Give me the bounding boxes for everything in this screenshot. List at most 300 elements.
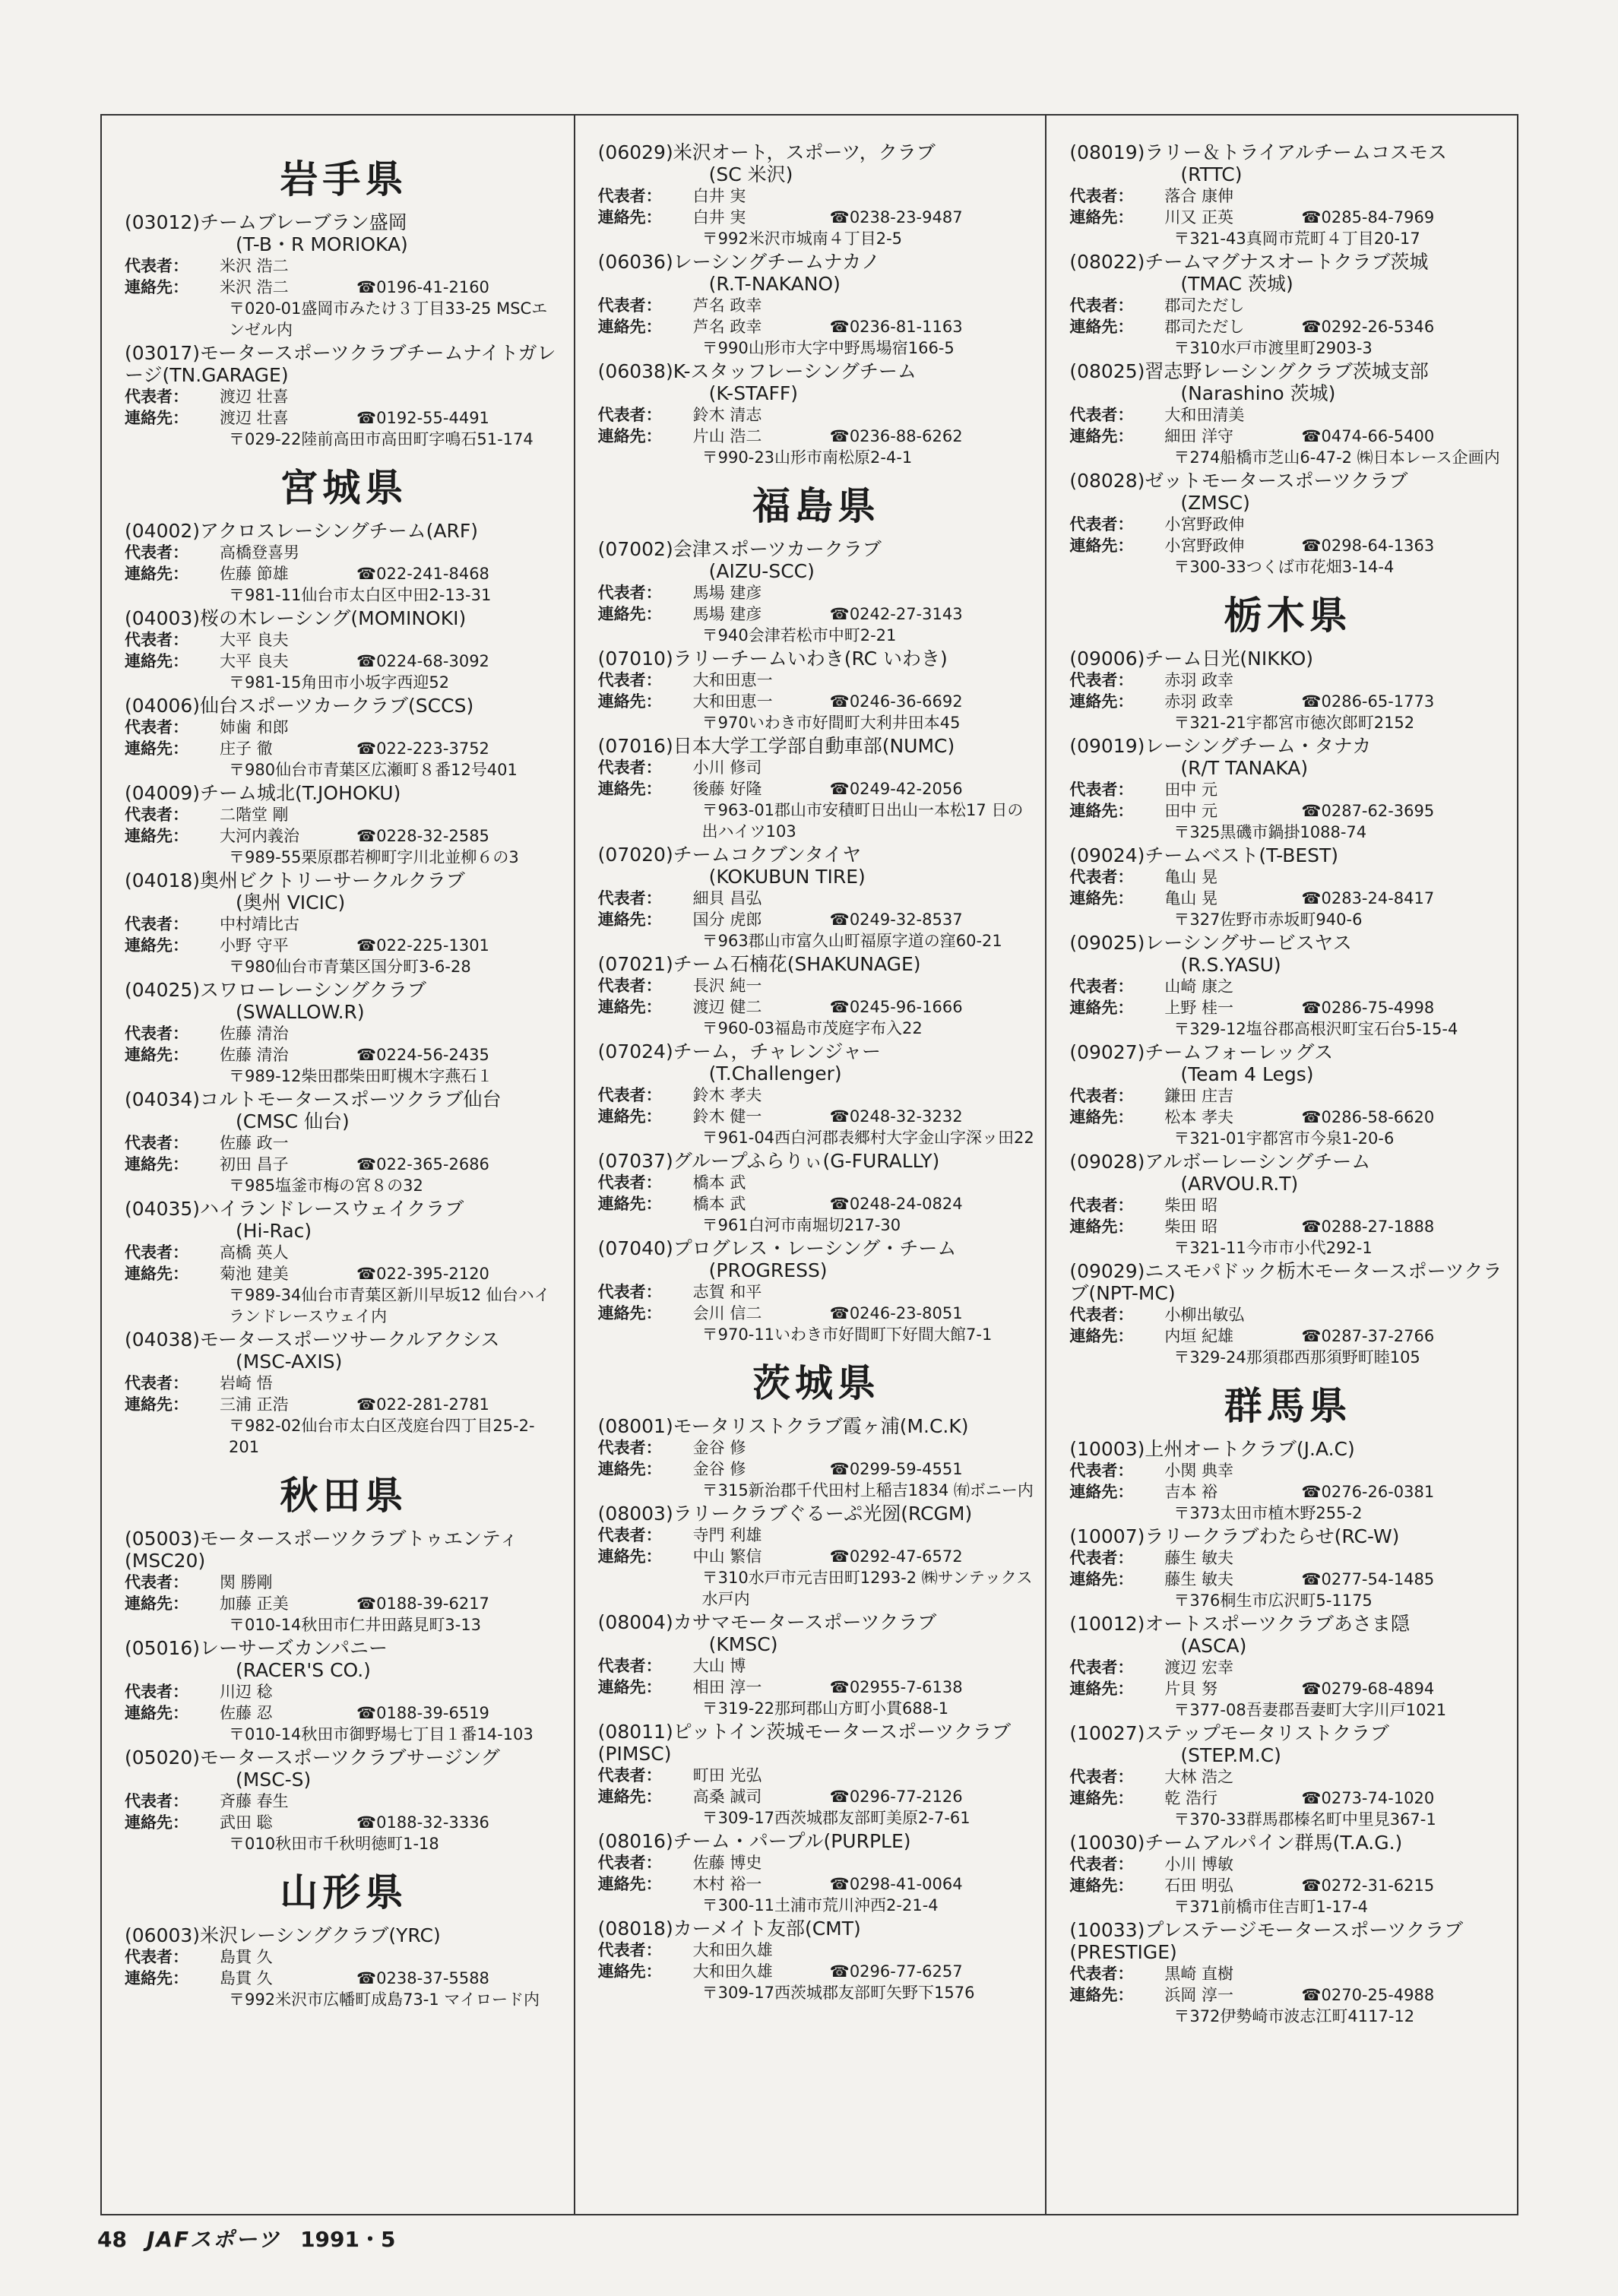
postal-address: 〒321-43真岡市荒町４丁目20-17 (1173, 230, 1420, 248)
representative-label: 代表者： (125, 631, 188, 649)
contact-row (598, 426, 1035, 447)
contact-name: 佐藤 節雄 (220, 565, 289, 583)
postal-address: 〒370-33群馬郡榛名町中里見367-1 (1173, 1810, 1436, 1829)
contact-label: 連絡先： (597, 427, 662, 445)
representative-label: 代表者： (1069, 187, 1134, 205)
club-abbreviation: (MSC-S) (236, 1769, 312, 1791)
contact-name: 大平 良夫 (220, 652, 289, 670)
representative-label: 代表者： (1069, 1196, 1134, 1215)
contact-row (125, 1702, 563, 1724)
club-abbreviation: (Hi-Rac) (236, 1220, 312, 1242)
contact-name: 芦名 政幸 (692, 318, 762, 336)
representative-label: 代表者： (1069, 1087, 1134, 1105)
postal-address: 〒029-22陸前高田市高田町字鳴石51-174 (229, 430, 534, 448)
contact-label: 連絡先： (125, 1813, 188, 1832)
club-entry (1069, 470, 1506, 578)
club-abbreviation: (K-STAFF) (708, 382, 799, 404)
contact-row (125, 407, 563, 429)
representative-row (598, 670, 1035, 691)
club-name: (06029)米沢オート，スポーツ，クラブ (597, 141, 936, 163)
contact-label: 連絡先： (597, 208, 662, 226)
club-abbreviation: (R.T-NAKANO) (708, 273, 841, 295)
representative-name: 芦名 政幸 (692, 296, 762, 315)
representative-row (125, 804, 563, 825)
contact-name: 片山 浩二 (692, 427, 762, 445)
representative-name: 馬場 建彦 (692, 584, 762, 602)
club-entry (598, 844, 1035, 952)
representative-name: 郡司ただし (1164, 296, 1245, 315)
contact-row (598, 1786, 1035, 1807)
representative-name: 町田 光弘 (692, 1766, 762, 1785)
club-name: (09027)チームフォーレッグス (1069, 1041, 1334, 1063)
representative-name: 金谷 修 (692, 1439, 746, 1457)
club-abbreviation: (ASCA) (1180, 1635, 1247, 1657)
club-name: (04002)アクロスレーシングチーム(ARF) (125, 520, 479, 542)
club-entry (1069, 648, 1506, 733)
postal-address: 〒377-08吾妻郡吾妻町大字川戸1021 (1173, 1701, 1447, 1719)
postal-address: 〒321-11今市市小代292-1 (1173, 1239, 1373, 1257)
contact-label: 連絡先： (125, 652, 188, 670)
club-entry (1069, 1613, 1506, 1721)
representative-name: 赤羽 政幸 (1164, 671, 1234, 689)
phone-number: ☎0245-96-1666 (829, 998, 963, 1016)
representative-label: 代表者： (1069, 515, 1134, 534)
postal-address: 〒373太田市植木野255-2 (1173, 1504, 1363, 1522)
club-entry (1069, 251, 1506, 359)
postal-address: 〒376桐生市広沢町5-1175 (1173, 1591, 1373, 1610)
postal-address: 〒010-14秋田市仁井田蕗見町3-13 (229, 1616, 482, 1634)
representative-name: 中村靖比古 (220, 915, 299, 933)
postal-address: 〒992米沢市城南４丁目2-5 (701, 230, 903, 248)
contact-row (598, 1303, 1035, 1324)
magazine-name: JAFスポーツ (146, 2227, 281, 2252)
contact-name: 川又 正英 (1164, 208, 1234, 226)
contact-label: 連絡先： (597, 910, 662, 929)
phone-number: ☎0224-68-3092 (356, 652, 489, 670)
representative-name: 長沢 純一 (692, 977, 762, 995)
representative-label: 代表者： (125, 1024, 188, 1043)
contact-name: 武田 聡 (220, 1813, 273, 1832)
representative-label: 代表者： (125, 257, 188, 275)
representative-row (125, 1242, 563, 1263)
representative-label: 代表者： (597, 187, 662, 205)
representative-label: 代表者： (597, 671, 662, 689)
contact-name: 佐藤 清治 (220, 1046, 289, 1064)
club-entry (1069, 1151, 1506, 1259)
club-abbreviation: (ARVOU.R.T) (1180, 1173, 1299, 1195)
postal-address: 〒321-01宇都宮市今泉1-20-6 (1173, 1129, 1395, 1148)
representative-label: 代表者： (125, 718, 188, 736)
club-name: (09025)レーシングサービスヤス (1069, 932, 1352, 954)
club-entry (125, 1088, 563, 1196)
contact-label: 連絡先： (597, 1107, 662, 1126)
phone-number: ☎0192-55-4491 (356, 409, 489, 427)
phone-number: ☎0188-39-6217 (356, 1595, 489, 1613)
phone-number: ☎0299-59-4551 (829, 1460, 963, 1478)
representative-name: 寺門 利雄 (692, 1526, 762, 1544)
contact-name: 亀山 晃 (1164, 889, 1218, 907)
contact-label: 連絡先： (1069, 999, 1134, 1017)
contact-row (125, 825, 563, 847)
phone-number: ☎0285-84-7969 (1301, 208, 1435, 226)
phone-number: ☎0270-25-4988 (1301, 1986, 1435, 2004)
club-entry (125, 1637, 563, 1745)
club-entry (125, 211, 563, 340)
contact-label: 連絡先： (1069, 1570, 1134, 1588)
club-abbreviation: (TMAC 茨城) (1180, 273, 1293, 295)
club-name: (07037)グループふらりぃ(G-FURALLY) (597, 1150, 940, 1172)
club-entry (1069, 1041, 1506, 1149)
phone-number: ☎0287-62-3695 (1301, 802, 1435, 820)
representative-row (1069, 1195, 1506, 1216)
contact-name: 馬場 建彦 (692, 605, 762, 623)
club-abbreviation: (奥州 VICIC) (236, 891, 346, 914)
club-name: (08016)チーム・パープル(PURPLE) (597, 1830, 911, 1852)
column-2 (574, 116, 1046, 2214)
club-abbreviation: (CMSC 仙台) (236, 1110, 350, 1132)
representative-row (1069, 1460, 1506, 1481)
postal-address: 〒980仙台市青葉区国分町3-6-28 (229, 958, 471, 976)
club-entry (125, 869, 563, 977)
contact-name: 小宮野政伸 (1164, 537, 1245, 555)
representative-name: 鈴木 清志 (692, 406, 762, 424)
phone-number: ☎0286-75-4998 (1301, 999, 1435, 1017)
club-entry (598, 1415, 1035, 1501)
club-name: (09006)チーム日光(NIKKO) (1069, 648, 1314, 670)
prefecture-heading: 茨城県 (752, 1360, 880, 1405)
postal-address: 〒989-34仙台市青葉区新川早坂12 仙台ハイランドレースウェイ内 (229, 1286, 550, 1325)
club-entry (1069, 360, 1506, 468)
representative-label: 代表者： (1069, 1658, 1134, 1677)
representative-name: 関 勝剛 (220, 1573, 273, 1591)
representative-row (1069, 185, 1506, 207)
contact-label: 連絡先： (1069, 692, 1134, 711)
club-name: (08001)モータリストクラブ霞ヶ浦(M.C.K) (597, 1415, 969, 1437)
contact-name: 国分 虎郎 (692, 910, 762, 929)
postal-address: 〒970いわき市好間町大利井田本45 (701, 714, 961, 732)
club-name: (07010)ラリーチームいわき(RC いわき) (597, 648, 948, 670)
contact-row (598, 1458, 1035, 1480)
representative-row (598, 1655, 1035, 1677)
postal-address: 〒327佐野市赤坂町940-6 (1173, 910, 1363, 929)
contact-name: 内垣 紀雄 (1164, 1327, 1234, 1345)
contact-name: 高桑 誠司 (692, 1788, 762, 1806)
postal-address: 〒960-03福島市茂庭字布入22 (701, 1019, 923, 1037)
representative-name: 大山 博 (692, 1657, 746, 1675)
representative-row (125, 542, 563, 563)
postal-address: 〒970-11いわき市好間町下好間大館7-1 (701, 1325, 993, 1344)
postal-address: 〒989-12柴田郡柴田町槻木字燕石１ (229, 1067, 493, 1085)
contact-label: 連絡先： (597, 1962, 662, 1981)
contact-row (1069, 1678, 1506, 1699)
contact-row (125, 1394, 563, 1415)
representative-name: 渡辺 壮喜 (220, 388, 289, 406)
club-name: (08011)ピットイン茨城モータースポーツクラブ(PIMSC) (597, 1721, 1011, 1765)
contact-name: 相田 淳一 (692, 1678, 762, 1696)
club-abbreviation: (AIZU-SCC) (708, 560, 815, 582)
club-entry (125, 1198, 563, 1327)
club-abbreviation: (R/T TANAKA) (1180, 757, 1309, 779)
representative-name: 米沢 浩二 (220, 257, 289, 275)
contact-name: 片貝 努 (1164, 1680, 1218, 1698)
club-name: (07020)チームコクブンタイヤ (597, 844, 862, 866)
postal-address: 〒309-17西茨城郡友部町矢野下1576 (701, 1984, 975, 2002)
club-name: (03012)チームブレーブラン盛岡 (125, 211, 407, 233)
postal-address: 〒020-01盛岡市みたけ３丁目33-25 MSCエンゼル内 (229, 299, 548, 339)
representative-label: 代表者： (597, 977, 662, 995)
postal-address: 〒010-14秋田市御野場七丁目１番14-103 (229, 1725, 534, 1743)
representative-label: 代表者： (1069, 1768, 1134, 1786)
contact-row (598, 1106, 1035, 1127)
contact-row (598, 1193, 1035, 1215)
representative-label: 代表者： (597, 1854, 662, 1872)
contact-name: 郡司ただし (1164, 318, 1245, 336)
contact-name: 鈴木 健一 (692, 1107, 762, 1126)
postal-address: 〒310水戸市元吉田町1293-2 ㈱サンテックス水戸内 (701, 1569, 1033, 1608)
representative-label: 代表者： (597, 1941, 662, 1959)
representative-name: 川辺 稔 (220, 1683, 273, 1701)
club-entry (1069, 1260, 1506, 1368)
representative-row (1069, 295, 1506, 316)
contact-label: 連絡先： (597, 605, 662, 623)
representative-label: 代表者： (125, 1792, 188, 1810)
contact-row (125, 563, 563, 584)
club-name: (07024)チーム，チャレンジャー (597, 1040, 881, 1062)
contact-row (598, 207, 1035, 228)
phone-number: ☎022-225-1301 (356, 936, 489, 955)
contact-row (125, 935, 563, 956)
postal-address: 〒985塩釜市梅の宮８の32 (229, 1177, 423, 1195)
contact-row (1069, 1325, 1506, 1347)
directory-frame (100, 114, 1518, 2215)
contact-name: 吉本 裕 (1164, 1483, 1218, 1501)
prefecture-heading: 秋田県 (280, 1473, 408, 1518)
representative-row (1069, 1854, 1506, 1875)
postal-address: 〒981-11仙台市太白区中田2-13-31 (229, 586, 492, 604)
contact-row (598, 603, 1035, 625)
contact-name: 藤生 敏夫 (1164, 1570, 1234, 1588)
representative-row (125, 914, 563, 935)
phone-number: ☎0228-32-2585 (356, 827, 489, 845)
contact-name: 金谷 修 (692, 1460, 746, 1478)
prefecture-heading: 山形県 (280, 1870, 408, 1914)
representative-label: 代表者： (597, 1439, 662, 1457)
phone-number: ☎022-281-2781 (356, 1395, 489, 1414)
contact-row (598, 691, 1035, 712)
representative-name: 佐藤 清治 (220, 1024, 289, 1043)
representative-label: 代表者： (1069, 1306, 1134, 1324)
representative-row (1069, 1657, 1506, 1678)
phone-number: ☎0246-36-6692 (829, 692, 963, 711)
club-name: (04038)モータースポーツサークルアクシス (125, 1329, 500, 1351)
representative-row (1069, 670, 1506, 691)
contact-name: 小野 守平 (220, 936, 289, 955)
contact-name: 三浦 正浩 (220, 1395, 289, 1414)
club-name: (05020)モータースポーツクラブサージング (125, 1747, 500, 1769)
representative-name: 姉歯 和郎 (220, 718, 289, 736)
postal-address: 〒010秋田市千秋明徳町1-18 (229, 1835, 439, 1853)
contact-name: 乾 浩行 (1164, 1789, 1218, 1807)
club-name: (08019)ラリー＆トライアルチームコスモス (1069, 141, 1447, 163)
club-entry (1069, 1832, 1506, 1918)
phone-number: ☎0287-37-2766 (1301, 1327, 1435, 1345)
postal-address: 〒961白河市南堀切217-30 (701, 1216, 901, 1234)
club-name: (08004)カサマモータースポーツクラブ (597, 1611, 937, 1633)
club-name: (04003)桜の木レーシング(MOMINOKI) (125, 607, 467, 629)
contact-name: 島貫 久 (220, 1969, 273, 1987)
contact-name: 上野 桂一 (1164, 999, 1234, 1017)
contact-row (125, 651, 563, 672)
representative-row (125, 1572, 563, 1593)
representative-row (125, 1023, 563, 1044)
club-abbreviation: (R.S.YASU) (1180, 954, 1281, 976)
club-name: (08018)カーメイト友部(CMT) (597, 1918, 861, 1940)
contact-label: 連絡先： (597, 1875, 662, 1893)
phone-number: ☎0238-37-5588 (356, 1969, 489, 1987)
phone-number: ☎0236-81-1163 (829, 318, 963, 336)
contact-row (598, 1677, 1035, 1698)
contact-name: 渡辺 健二 (692, 998, 762, 1016)
club-entry (125, 695, 563, 781)
representative-row (1069, 1547, 1506, 1569)
contact-label: 連絡先： (125, 1704, 188, 1722)
club-name: (09019)レーシングチーム・タナカ (1069, 735, 1372, 757)
representative-row (125, 629, 563, 651)
club-name: (09028)アルボーレーシングチーム (1069, 1151, 1371, 1173)
club-name: (07021)チーム石楠花(SHAKUNAGE) (597, 953, 921, 975)
phone-number: ☎0249-32-8537 (829, 910, 963, 929)
contact-label: 連絡先： (1069, 318, 1134, 336)
contact-label: 連絡先： (1069, 802, 1134, 820)
contact-name: 木村 裕一 (692, 1875, 762, 1893)
phone-number: ☎0292-26-5346 (1301, 318, 1435, 336)
club-abbreviation: (SC 米沢) (708, 163, 793, 185)
club-name: (08028)ゼットモータースポーツクラブ (1069, 470, 1408, 492)
representative-label: 代表者： (597, 1086, 662, 1104)
contact-name: 細田 洋守 (1164, 427, 1234, 445)
contact-row (1069, 888, 1506, 909)
contact-row (598, 1873, 1035, 1895)
club-abbreviation: (Team 4 Legs) (1180, 1063, 1314, 1085)
phone-number: ☎0298-64-1363 (1301, 537, 1435, 555)
phone-number: ☎0276-26-0381 (1301, 1483, 1435, 1501)
representative-row (598, 185, 1035, 207)
representative-label: 代表者： (597, 758, 662, 777)
contact-row (1069, 426, 1506, 447)
contact-label: 連絡先： (125, 936, 188, 955)
contact-label: 連絡先： (1069, 208, 1134, 226)
club-name: (07002)会津スポーツカークラブ (597, 538, 882, 560)
contact-name: 米沢 浩二 (220, 278, 289, 296)
prefecture-heading: 群馬県 (1224, 1383, 1352, 1428)
club-entry (1069, 1525, 1506, 1611)
contact-name: 後藤 好隆 (692, 780, 762, 798)
club-name: (04018)奥州ビクトリーサークルクラブ (125, 869, 465, 891)
contact-row (598, 909, 1035, 930)
representative-label: 代表者： (125, 1573, 188, 1591)
contact-name: 赤羽 政幸 (1164, 692, 1234, 711)
representative-name: 落合 康伸 (1164, 187, 1234, 205)
club-entry (1069, 141, 1506, 249)
club-entry (598, 1611, 1035, 1719)
contact-row (1069, 207, 1506, 228)
club-entry (125, 979, 563, 1087)
contact-name: 会川 信二 (692, 1304, 762, 1322)
club-name: (08022)チームマグナスオートクラブ茨城 (1069, 251, 1429, 273)
representative-row (125, 1791, 563, 1812)
contact-row (598, 316, 1035, 337)
club-entry (1069, 1919, 1506, 2027)
contact-row (598, 996, 1035, 1018)
representative-name: 黒崎 直樹 (1164, 1965, 1234, 1983)
representative-label: 代表者： (125, 543, 188, 562)
postal-address: 〒321-21宇都宮市徳次郎町2152 (1173, 714, 1415, 732)
representative-row (1069, 514, 1506, 535)
contact-name: 大和田恵一 (692, 692, 773, 711)
club-entry (598, 1830, 1035, 1916)
contact-label: 連絡先： (125, 827, 188, 845)
contact-row (125, 1968, 563, 1989)
contact-label: 連絡先： (125, 1969, 188, 1987)
contact-name: 大和田久雄 (692, 1962, 773, 1981)
contact-name: 浜岡 淳一 (1164, 1986, 1234, 2004)
representative-label: 代表者： (597, 584, 662, 602)
representative-name: 小柳出敏弘 (1164, 1306, 1245, 1324)
postal-address: 〒963郡山市富久山町福原字道の窪60-21 (701, 932, 1002, 950)
contact-name: 庄子 徹 (220, 739, 273, 758)
contact-row (125, 1044, 563, 1066)
representative-name: 小宮野政伸 (1164, 515, 1245, 534)
phone-number: ☎022-223-3752 (356, 739, 489, 758)
postal-address: 〒329-12塩谷郡高根沢町宝石台5-15-4 (1173, 1020, 1458, 1038)
representative-name: 柴田 昭 (1164, 1196, 1218, 1215)
representative-name: 小関 典幸 (1164, 1462, 1234, 1480)
representative-name: 亀山 晃 (1164, 868, 1218, 886)
representative-row (125, 1132, 563, 1154)
contact-row (1069, 1569, 1506, 1590)
representative-row (598, 888, 1035, 909)
club-name: (04034)コルトモータースポーツクラブ仙台 (125, 1088, 502, 1110)
column-3 (1045, 116, 1517, 2214)
representative-name: 渡辺 宏幸 (1164, 1658, 1234, 1677)
column-1 (102, 116, 574, 2214)
club-entry (598, 360, 1035, 468)
club-name: (04006)仙台スポーツカークラブ(SCCS) (125, 695, 474, 717)
contact-label: 連絡先： (1069, 1789, 1134, 1807)
contact-row (1069, 691, 1506, 712)
contact-row (125, 1593, 563, 1614)
postal-address: 〒982-02仙台市太白区茂庭台四丁目25-2-201 (229, 1417, 535, 1456)
phone-number: ☎0224-56-2435 (356, 1046, 489, 1064)
representative-row (125, 1373, 563, 1394)
representative-name: 佐藤 博史 (692, 1854, 762, 1872)
phone-number: ☎0272-31-6215 (1301, 1876, 1435, 1895)
representative-label: 代表者： (1069, 1462, 1134, 1480)
representative-label: 代表者： (597, 1173, 662, 1192)
postal-address: 〒300-33つくば市花畑3-14-4 (1173, 558, 1395, 576)
club-abbreviation: (ZMSC) (1180, 492, 1250, 514)
contact-name: 初田 昌子 (220, 1155, 289, 1173)
phone-number: ☎0286-58-6620 (1301, 1108, 1435, 1126)
contact-row (1069, 316, 1506, 337)
phone-number: ☎0286-65-1773 (1301, 692, 1435, 711)
club-entry (598, 1237, 1035, 1345)
representative-row (1069, 1963, 1506, 1984)
representative-name: 鈴木 孝夫 (692, 1086, 762, 1104)
contact-row (1069, 997, 1506, 1018)
postal-address: 〒980仙台市青葉区広瀬町８番12号401 (229, 761, 518, 779)
representative-label: 代表者： (1069, 671, 1134, 689)
